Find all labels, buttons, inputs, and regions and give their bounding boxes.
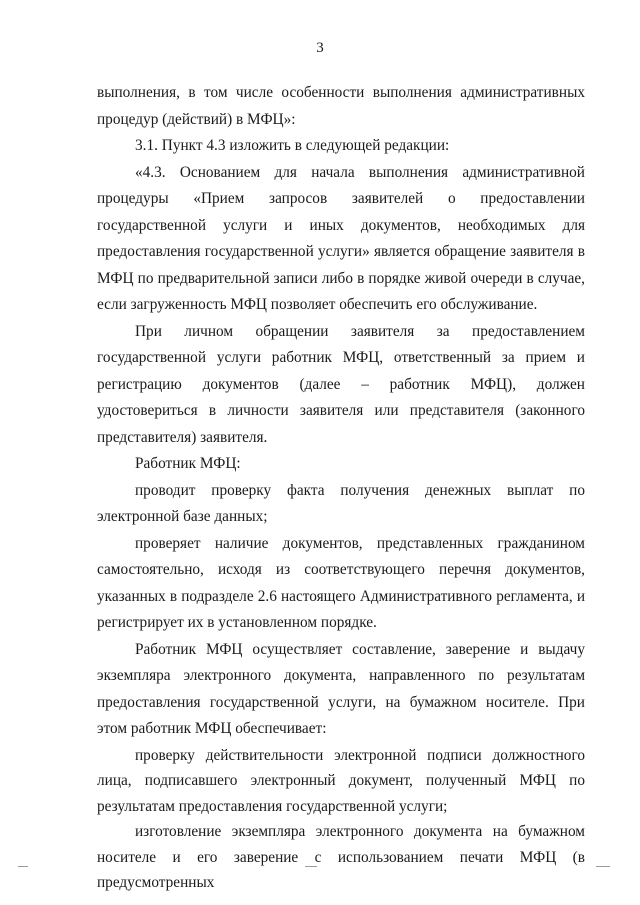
paragraph-worker-duties: Работник МФЦ осуществляет составление, заверение и выдачу экземпляра электронного документа, направленного по результатам предоставления государственной услуги, на бумажном носителе. При этом работник МФЦ обеспечивает:: [97, 640, 585, 737]
scan-speck: [305, 866, 317, 867]
page-number: 3: [316, 40, 324, 56]
paragraph-signature-check: проверку действительности электронной подписи должностного лица, подписавшего электронный документ, полученный МФЦ по результатам предоставления государственной услуги;: [97, 746, 585, 815]
document-body: [97, 80, 585, 896]
paragraph-personal-appeal: При личном обращении заявителя за предоставлением государственной услуги работник МФЦ, ответственный за прием и регистрацию документов (далее – работник МФЦ), должен удостовериться в личности заявителя или представителя (законного представителя) заявителя.: [97, 322, 585, 446]
paragraph-paper-copy: изготовление экземпляра электронного документа на бумажном носителе и его заверение с использованием печати МФЦ (в предусмотренных: [97, 823, 585, 891]
paragraph-check-payments: проводит проверку факта получения денежных выплат по электронной базе данных;: [97, 481, 585, 525]
paragraph-clause-3-1: 3.1. Пункт 4.3 изложить в следующей редакции:: [135, 137, 450, 154]
paragraph-continuation: выполнения, в том числе особенности выполнения административных процедур (действий) в МФЦ»:: [97, 84, 585, 128]
paragraph-worker-heading: Работник МФЦ:: [135, 455, 241, 472]
scan-speck: [18, 866, 28, 867]
paragraph-clause-4-3: «4.3. Основанием для начала выполнения административной процедуры «Прием запросов заявителей о предоставлении государственной услуги и иных документов, необходимых для предоставления государственной услуги» является обращение заявителя в МФЦ по предварительной записи либо в порядке живой очереди в случае, если загруженность МФЦ позволяет обеспечить его обслуживание.: [97, 163, 585, 313]
scan-speck: [596, 866, 610, 867]
paragraph-check-documents: проверяет наличие документов, представленных гражданином самостоятельно, исходя из соответствующего перечня документов, указанных в подразделе 2.6 настоящего Административного регламента, и регистрирует их в установленном порядке.: [97, 534, 585, 631]
